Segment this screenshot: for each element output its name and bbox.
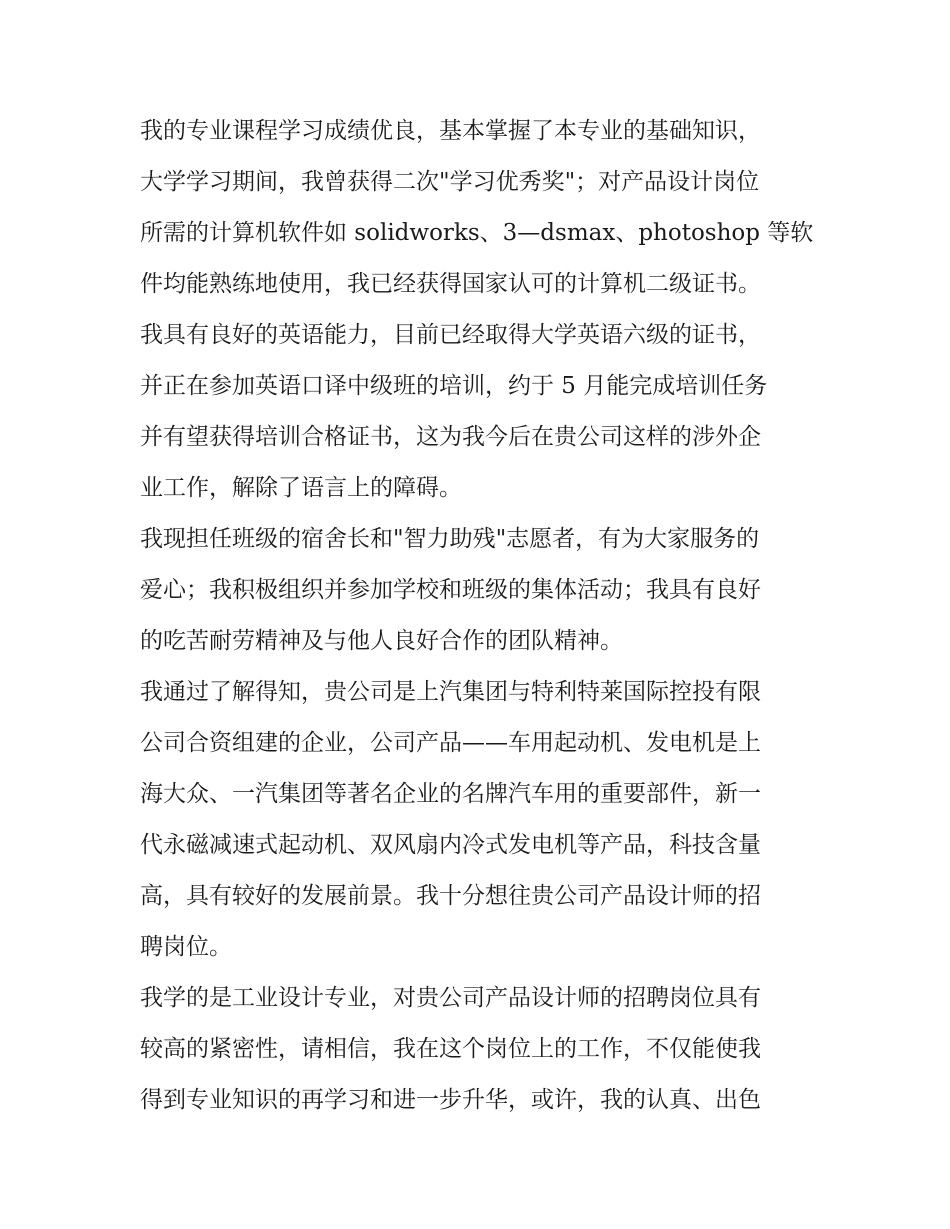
text-line: 件均能熟练地使用，我已经获得国家认可的计算机二级证书。 [140, 271, 761, 297]
text-line: 公司合资组建的企业，公司产品——车用起动机、发电机是上 [140, 730, 761, 756]
text-line: 我具有良好的英语能力，目前已经取得大学英语六级的证书， [140, 322, 761, 348]
text-line: 的吃苦耐劳精神及与他人良好合作的团队精神。 [140, 628, 623, 654]
text-line: 我学的是工业设计专业，对贵公司产品设计师的招聘岗位具有 [140, 985, 761, 1011]
text-line: 高，具有较好的发展前景。我十分想往贵公司产品设计师的招 [140, 883, 761, 909]
text-line: 大学学习期间，我曾获得二次"学习优秀奖"；对产品设计岗位 [140, 169, 760, 195]
text-line: 并正在参加英语口译中级班的培训，约于 5 月能完成培训任务 [140, 373, 768, 399]
text-line: 代永磁减速式起动机、双风扇内冷式发电机等产品，科技含量 [140, 832, 761, 858]
document-body [140, 106, 812, 1126]
text-line: 爱心；我积极组织并参加学校和班级的集体活动；我具有良好 [140, 577, 761, 603]
text-line: 我的专业课程学习成绩优良，基本掌握了本专业的基础知识， [140, 118, 761, 144]
text-line: 我通过了解得知，贵公司是上汽集团与特利特莱国际控投有限 [140, 679, 761, 705]
text-line: 并有望获得培训合格证书，这为我今后在贵公司这样的涉外企 [140, 424, 761, 450]
text-line: 得到专业知识的再学习和进一步升华，或许，我的认真、出色 [140, 1087, 761, 1113]
text-line: 所需的计算机软件如 solidworks、3—dsmax、photoshop 等软 [140, 220, 814, 246]
text-line: 聘岗位。 [140, 934, 232, 960]
text-line: 较高的紧密性，请相信，我在这个岗位上的工作，不仅能使我 [140, 1036, 761, 1062]
text-line: 海大众、一汽集团等著名企业的名牌汽车用的重要部件，新一 [140, 781, 761, 807]
text-line: 业工作，解除了语言上的障碍。 [140, 475, 462, 501]
text-line: 我现担任班级的宿舍长和"智力助残"志愿者，有为大家服务的 [140, 526, 760, 552]
